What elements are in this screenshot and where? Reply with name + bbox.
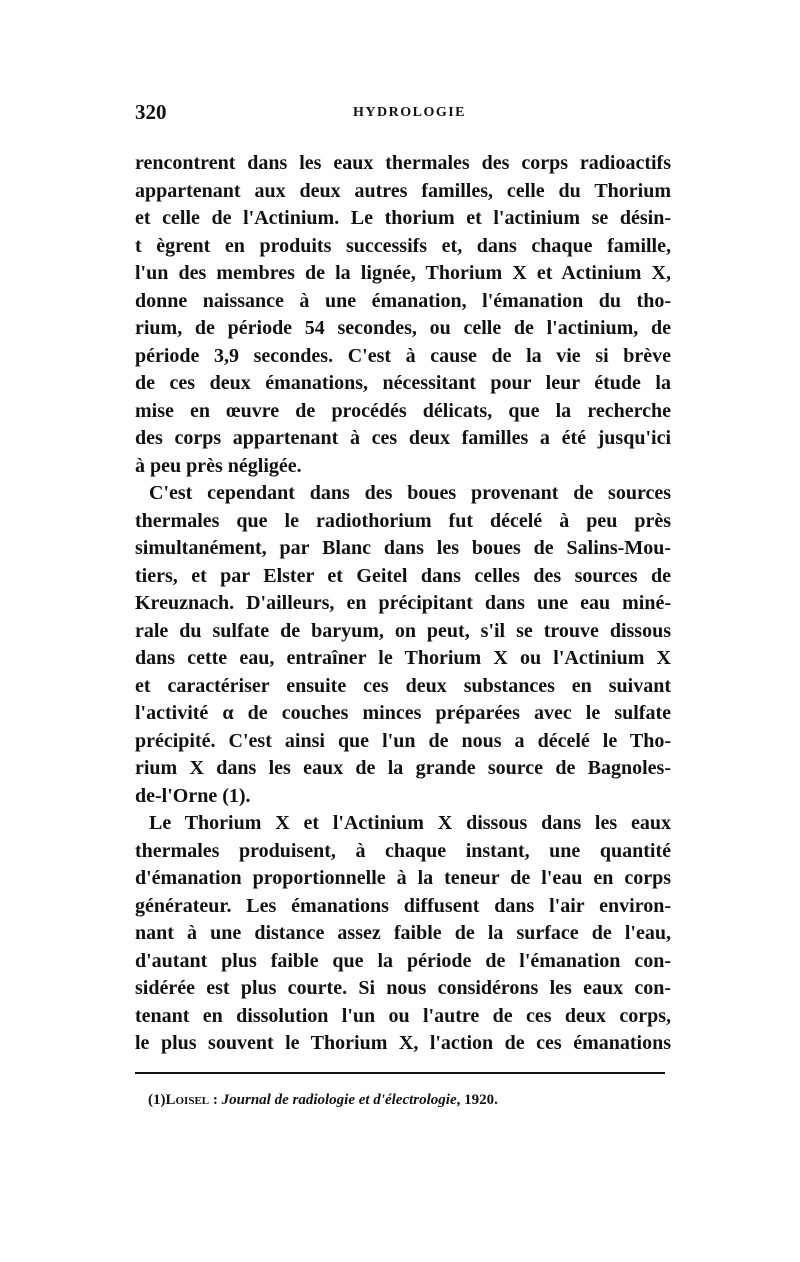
text-line: sidérée est plus courte. Si nous considérons les eaux con- xyxy=(135,977,671,999)
text-line: dans cette eau, entraîner le Thorium X ou l'Actinium X xyxy=(135,647,671,669)
footnote-year: , 1920. xyxy=(456,1092,498,1108)
text-line: rium X dans les eaux de la grande source de Bagnoles- xyxy=(135,757,671,779)
text-line: des corps appartenant à ces deux familles a été jusqu'ici xyxy=(135,427,671,449)
text-line: et caractériser ensuite ces deux substances en suivant xyxy=(135,674,671,697)
text-line: l'activité α de couches minces préparées avec le sulfate xyxy=(135,702,671,724)
text-line: rium, de période 54 secondes, ou celle de l'actinium, de xyxy=(135,317,671,339)
text-line: nant à une distance assez faible de la surface de l'eau, xyxy=(135,922,671,944)
body-text xyxy=(135,150,671,1058)
text-line: Le Thorium X et l'Actinium X dissous dans les eaux xyxy=(149,812,671,834)
text-line: période 3,9 secondes. C'est à cause de la vie si brève xyxy=(135,344,671,367)
text-line: mise en œuvre de procédés délicats, que la recherche xyxy=(135,399,671,422)
text-line: d'autant plus faible que la période de l'émanation con- xyxy=(135,949,671,972)
text-line: simultanément, par Blanc dans les boues de Salins-Mou- xyxy=(135,537,671,559)
footnote-journal: Journal de radiologie et d'électrologie xyxy=(221,1092,457,1108)
text-line: rencontrent dans les eaux thermales des corps radioactifs xyxy=(135,152,671,174)
text-line: précipité. C'est ainsi que l'un de nous a décelé le Tho- xyxy=(135,729,671,752)
text-line: rale du sulfate de baryum, on peut, s'il se trouve dissous xyxy=(135,619,671,642)
text-line: de-l'Orne (1). xyxy=(135,784,251,807)
text-line: C'est cependant dans des boues provenant de sources xyxy=(149,482,671,504)
running-title: HYDROLOGIE xyxy=(353,105,467,120)
footnote-author: Loisel xyxy=(165,1092,210,1108)
footnote-marker: (1) xyxy=(148,1092,166,1108)
text-line: appartenant aux deux autres familles, celle du Thorium xyxy=(135,179,671,202)
text-line: et celle de l'Actinium. Le thorium et l'actinium se désin- xyxy=(135,207,671,229)
footnote-divider xyxy=(135,1072,665,1074)
text-line: d'émanation proportionnelle à la teneur de l'eau en corps xyxy=(135,867,671,889)
text-line: le plus souvent le Thorium X, l'action de ces émanations xyxy=(135,1032,671,1054)
page-header xyxy=(135,100,670,130)
footnote-separator: : xyxy=(209,1092,222,1108)
page-number: 320 xyxy=(135,100,167,124)
text-line: générateur. Les émanations diffusent dans l'air environ- xyxy=(135,894,671,917)
text-line: t ègrent en produits successifs et, dans chaque famille, xyxy=(135,234,671,257)
text-line: de ces deux émanations, nécessitant pour leur étude la xyxy=(135,372,671,394)
footnote xyxy=(148,1092,498,1109)
text-line: Kreuznach. D'ailleurs, en précipitant dans une eau miné- xyxy=(135,592,671,614)
text-line: donne naissance à une émanation, l'émanation du tho- xyxy=(135,289,671,312)
text-line: thermales que le radiothorium fut décelé à peu près xyxy=(135,509,671,532)
text-line: à peu près négligée. xyxy=(135,454,302,477)
text-line: l'un des membres de la lignée, Thorium X et Actinium X, xyxy=(135,262,671,284)
text-line: thermales produisent, à chaque instant, une quantité xyxy=(135,839,671,862)
text-line: tenant en dissolution l'un ou l'autre de ces deux corps, xyxy=(135,1004,671,1027)
text-line: tiers, et par Elster et Geitel dans celles des sources de xyxy=(135,564,671,587)
